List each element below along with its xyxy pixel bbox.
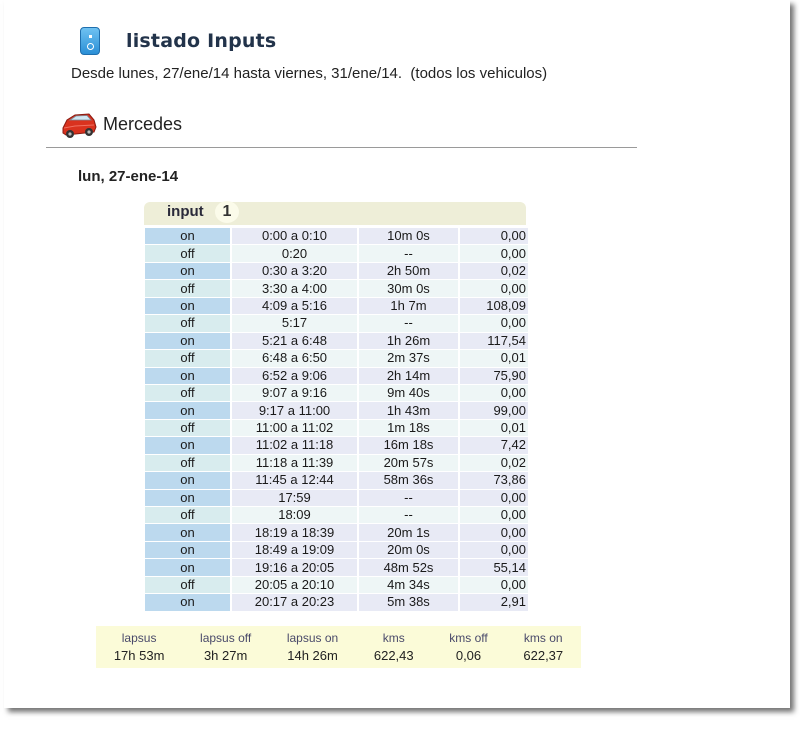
row-kms: 0,02 xyxy=(460,455,528,471)
table-row xyxy=(145,350,528,366)
row-time: 19:16 a 20:05 xyxy=(232,559,357,575)
row-state: on xyxy=(145,490,230,506)
table-row xyxy=(145,559,528,575)
summary-lapsus-off xyxy=(200,631,251,663)
row-state: on xyxy=(145,437,230,453)
summary-label: kms xyxy=(382,631,405,645)
row-time: 18:49 a 19:09 xyxy=(232,542,357,558)
row-time: 20:05 a 20:10 xyxy=(232,577,357,593)
row-duration: -- xyxy=(359,245,458,261)
table-row xyxy=(145,507,528,523)
summary-bar xyxy=(96,626,581,668)
section-divider xyxy=(46,147,637,148)
row-kms: 0,00 xyxy=(460,577,528,593)
row-kms: 0,01 xyxy=(460,420,528,436)
input-number-badge: 1 xyxy=(215,201,239,223)
row-state: on xyxy=(145,594,230,610)
row-state: off xyxy=(145,280,230,296)
row-state: off xyxy=(145,507,230,523)
row-duration: -- xyxy=(359,315,458,331)
row-state: off xyxy=(145,420,230,436)
summary-label: kms off xyxy=(449,631,488,645)
row-kms: 7,42 xyxy=(460,437,528,453)
table-row xyxy=(145,298,528,314)
row-kms: 0,00 xyxy=(460,542,528,558)
row-duration: 20m 0s xyxy=(359,542,458,558)
summary-kms-on xyxy=(523,631,563,663)
row-kms: 0,02 xyxy=(460,263,528,279)
table-row xyxy=(145,420,528,436)
vehicle-header xyxy=(60,106,182,142)
row-time: 0:00 a 0:10 xyxy=(232,228,357,244)
table-row xyxy=(145,437,528,453)
row-duration: 4m 34s xyxy=(359,577,458,593)
row-state: off xyxy=(145,245,230,261)
row-time: 6:52 a 9:06 xyxy=(232,368,357,384)
row-kms: 0,00 xyxy=(460,490,528,506)
row-time: 18:09 xyxy=(232,507,357,523)
row-duration: 5m 38s xyxy=(359,594,458,610)
table-row xyxy=(145,490,528,506)
summary-value: 3h 27m xyxy=(203,648,248,663)
row-time: 0:30 a 3:20 xyxy=(232,263,357,279)
input-label: input xyxy=(167,203,204,220)
table-row xyxy=(145,594,528,610)
summary-lapsus xyxy=(114,631,165,663)
table-row xyxy=(145,245,528,261)
row-state: off xyxy=(145,577,230,593)
row-kms: 0,00 xyxy=(460,280,528,296)
summary-label: lapsus off xyxy=(200,631,252,645)
summary-label: lapsus on xyxy=(286,631,339,645)
row-duration: 48m 52s xyxy=(359,559,458,575)
row-state: on xyxy=(145,298,230,314)
table-row xyxy=(145,455,528,471)
row-state: off xyxy=(145,385,230,401)
row-duration: 2h 14m xyxy=(359,368,458,384)
date-range-text: Desde lunes, 27/ene/14 hasta viernes, 31/ene/14. (todos los vehiculos) xyxy=(71,65,548,82)
row-time: 5:17 xyxy=(232,315,357,331)
table-row xyxy=(145,472,528,488)
summary-label: lapsus xyxy=(121,631,157,645)
row-time: 18:19 a 18:39 xyxy=(232,524,357,540)
row-time: 6:48 a 6:50 xyxy=(232,350,357,366)
day-label: lun, 27-ene-14 xyxy=(78,168,179,185)
row-duration: 20m 57s xyxy=(359,455,458,471)
row-time: 3:30 a 4:00 xyxy=(232,280,357,296)
row-state: on xyxy=(145,228,230,244)
document-icon xyxy=(80,27,100,55)
row-state: on xyxy=(145,263,230,279)
table-row xyxy=(145,280,528,296)
row-kms: 75,90 xyxy=(460,368,528,384)
summary-value: 14h 26m xyxy=(287,648,338,663)
row-kms: 0,00 xyxy=(460,524,528,540)
row-kms: 0,00 xyxy=(460,245,528,261)
row-kms: 2,91 xyxy=(460,594,528,610)
row-kms: 117,54 xyxy=(460,333,528,349)
row-duration: 30m 0s xyxy=(359,280,458,296)
row-time: 17:59 xyxy=(232,490,357,506)
row-time: 0:20 xyxy=(232,245,357,261)
row-kms: 0,00 xyxy=(460,507,528,523)
row-state: on xyxy=(145,542,230,558)
row-duration: 1m 18s xyxy=(359,420,458,436)
vehicle-name: Mercedes xyxy=(103,113,183,134)
input-events-table xyxy=(143,227,530,612)
row-duration: 58m 36s xyxy=(359,472,458,488)
row-duration: 2h 50m xyxy=(359,263,458,279)
row-time: 9:17 a 11:00 xyxy=(232,402,357,418)
row-duration: 1h 43m xyxy=(359,402,458,418)
row-state: off xyxy=(145,350,230,366)
summary-lapsus-on xyxy=(287,631,338,663)
summary-label: kms on xyxy=(523,631,563,645)
row-duration: -- xyxy=(359,507,458,523)
row-state: off xyxy=(145,455,230,471)
table-row xyxy=(145,524,528,540)
row-kms: 99,00 xyxy=(460,402,528,418)
table-row xyxy=(145,263,528,279)
table-row xyxy=(145,402,528,418)
report-header xyxy=(80,26,276,56)
row-time: 20:17 a 20:23 xyxy=(232,594,357,610)
row-kms: 0,00 xyxy=(460,385,528,401)
table-row xyxy=(145,368,528,384)
summary-value: 0,06 xyxy=(455,648,482,663)
table-row xyxy=(145,315,528,331)
table-row xyxy=(145,542,528,558)
row-time: 11:45 a 12:44 xyxy=(232,472,357,488)
summary-value: 622,37 xyxy=(523,648,564,663)
row-time: 5:21 a 6:48 xyxy=(232,333,357,349)
row-time: 11:02 a 11:18 xyxy=(232,437,357,453)
row-duration: 20m 1s xyxy=(359,524,458,540)
row-duration: 2m 37s xyxy=(359,350,458,366)
car-icon xyxy=(60,108,98,140)
row-duration: 16m 18s xyxy=(359,437,458,453)
summary-kms xyxy=(374,631,414,663)
row-duration: 1h 26m xyxy=(359,333,458,349)
summary-kms-off xyxy=(449,631,487,663)
row-state: on xyxy=(145,402,230,418)
row-kms: 108,09 xyxy=(460,298,528,314)
row-state: off xyxy=(145,315,230,331)
row-state: on xyxy=(145,559,230,575)
row-duration: 9m 40s xyxy=(359,385,458,401)
summary-value: 17h 53m xyxy=(113,648,165,663)
row-kms: 0,00 xyxy=(460,315,528,331)
row-kms: 55,14 xyxy=(460,559,528,575)
row-kms: 0,01 xyxy=(460,350,528,366)
row-duration: 1h 7m xyxy=(359,298,458,314)
table-row xyxy=(145,385,528,401)
row-state: on xyxy=(145,524,230,540)
summary-value: 622,43 xyxy=(373,648,414,663)
row-duration: -- xyxy=(359,490,458,506)
row-state: on xyxy=(145,472,230,488)
row-time: 11:18 a 11:39 xyxy=(232,455,357,471)
input-header xyxy=(144,202,526,225)
row-duration: 10m 0s xyxy=(359,228,458,244)
row-kms: 73,86 xyxy=(460,472,528,488)
table-row xyxy=(145,577,528,593)
page-title: listado Inputs xyxy=(126,30,277,52)
row-time: 4:09 a 5:16 xyxy=(232,298,357,314)
row-state: on xyxy=(145,368,230,384)
table-row xyxy=(145,333,528,349)
table-row xyxy=(145,228,528,244)
row-state: on xyxy=(145,333,230,349)
row-kms: 0,00 xyxy=(460,228,528,244)
row-time: 9:07 a 9:16 xyxy=(232,385,357,401)
row-time: 11:00 a 11:02 xyxy=(232,420,357,436)
